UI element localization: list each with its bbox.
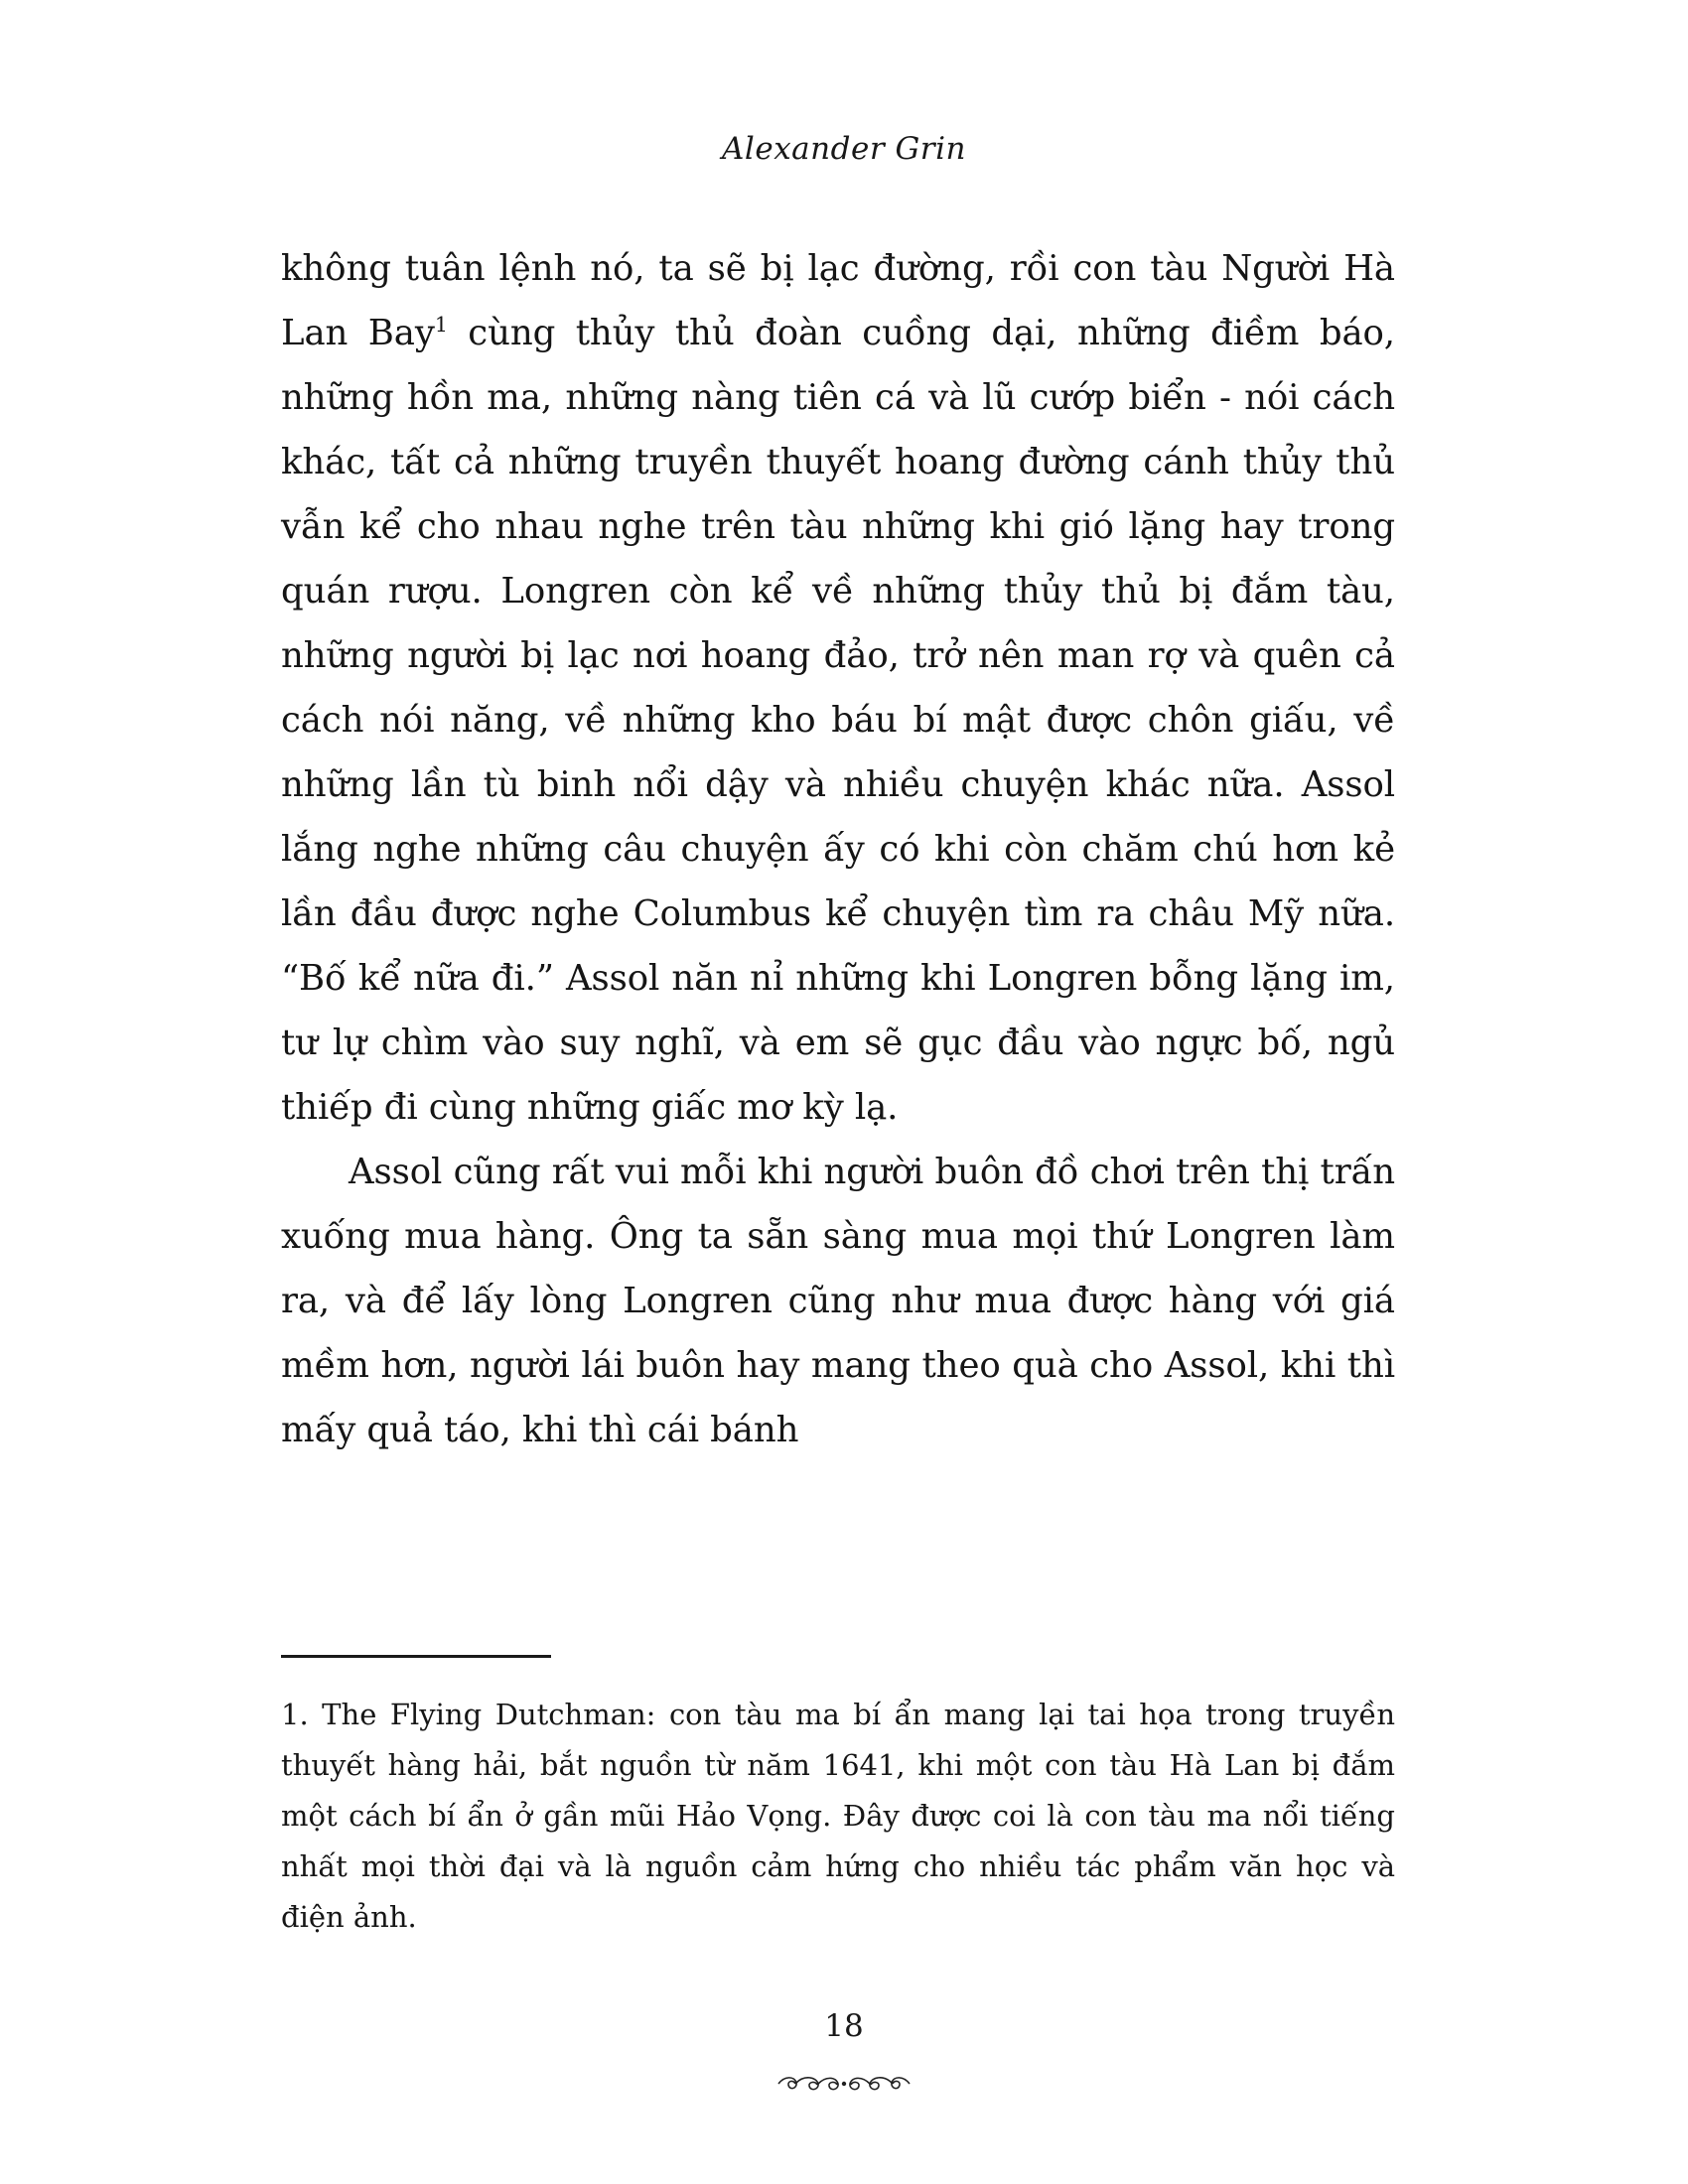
running-head-author: Alexander Grin <box>722 131 966 167</box>
decorative-flourish-icon <box>0 2068 1688 2098</box>
paragraph-1-text-after-note: cùng thủy thủ đoàn cuồng dại, những điềm báo, những hồn ma, những nàng tiên cá và lũ cướp biển - nói cách khác, tất cả những truyền thuyết hoang đường cánh thủy thủ vẫn kể cho nhau nghe trên tàu những khi gió lặng hay trong quán rượu. Longren còn kể về những thủy thủ bị đắm tàu, những người bị lạc nơi hoang đảo, trở nên man rợ và quên cả cách nói năng, về những kho báu bí mật được chôn giấu, về những lần tù binh nổi dậy và nhiều chuyện khác nữa. Assol lắng nghe những câu chuyện ấy có khi còn chăm chú hơn kẻ lần đầu được nghe Columbus kể chuyện tìm ra châu Mỹ nữa. “Bố kể nữa đi.” Assol năn nỉ những khi Longren bỗng lặng im, tư lự chìm vào suy nghĩ, và em sẽ gục đầu vào ngực bố, ngủ thiếp đi cùng những giấc mơ kỳ lạ. <box>281 313 1395 1128</box>
footnote-text: 1. The Flying Dutchman: con tàu ma bí ẩn mang lại tai họa trong truyền thuyết hàng hải, bắt nguồn từ năm 1641, khi một con tàu Hà Lan bị đắm một cách bí ẩn ở gần mũi Hảo Vọng. Đây được coi là con tàu ma nổi tiếng nhất mọi thời đại và là nguồn cảm hứng cho nhiều tác phẩm văn học và điện ảnh. <box>281 1698 1395 1934</box>
paragraph-1-text-before-note: không tuân lệnh nó, ta sẽ bị lạc đường, rồi con tàu Người Hà Lan Bay <box>281 248 1395 353</box>
page-number: 18 <box>824 2008 864 2044</box>
paragraph-2: Assol cũng rất vui mỗi khi người buôn đồ chơi trên thị trấn xuống mua hàng. Ông ta sẵn sàng mua mọi thứ Longren làm ra, và để lấy lòng Longren cũng như mua được hàng với giá mềm hơn, người lái buôn hay mang theo quà cho Assol, khi thì mấy quả táo, khi thì cái bánh <box>281 1152 1395 1450</box>
footnote-marker[interactable]: 1 <box>434 313 448 338</box>
paragraph-1 <box>281 236 1395 1140</box>
body-text-block <box>281 236 1395 1462</box>
footnote-separator-rule <box>281 1655 551 1658</box>
